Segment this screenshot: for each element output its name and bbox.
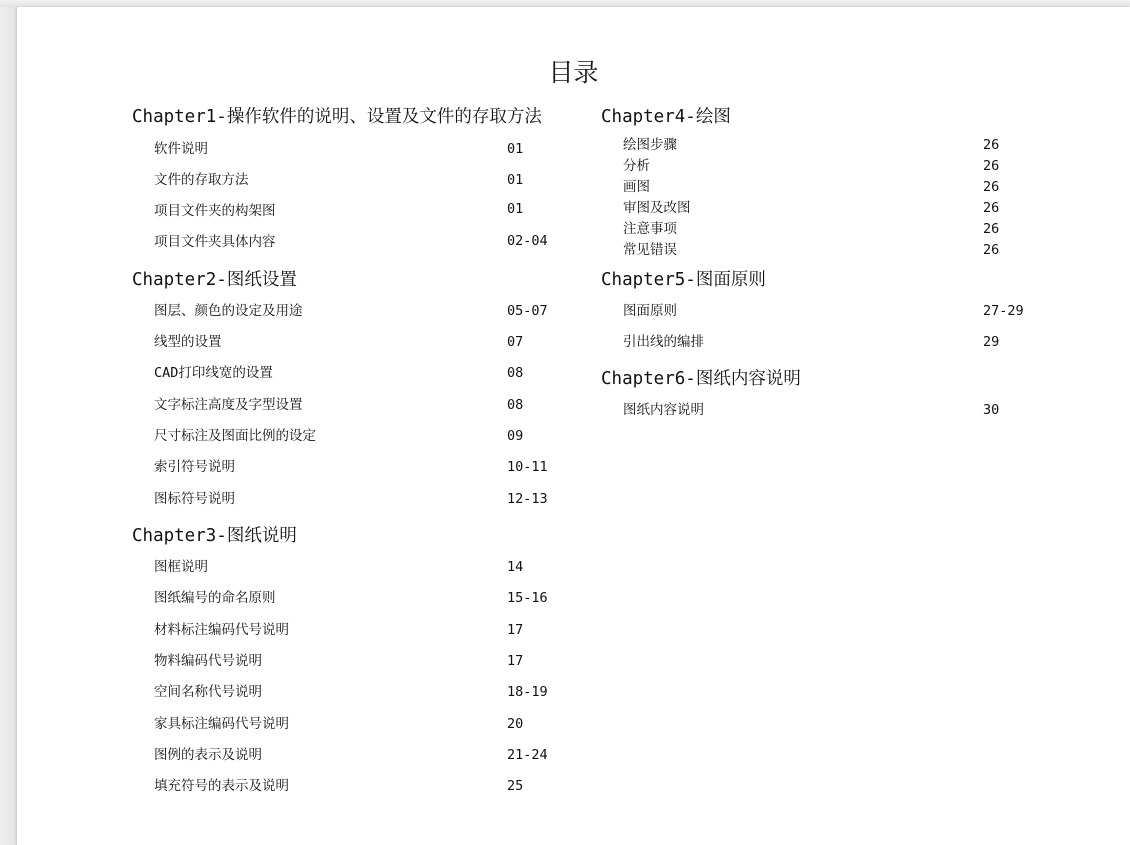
toc-entry-label[interactable]: 软件说明 [154,141,208,157]
toc-entry-label[interactable]: 项目文件夹的构架图 [154,203,276,219]
chapter-heading-4[interactable]: Chapter4-绘图 [601,107,731,127]
toc-entry-label[interactable]: 画图 [623,179,650,195]
toc-entry-page: 08 [507,365,524,381]
toc-entry-page: 05-07 [507,303,548,319]
toc-entry-label[interactable]: 材料标注编码代号说明 [154,622,289,638]
document-page [17,7,1130,845]
toc-entry-label[interactable]: 图层、颜色的设定及用途 [154,303,303,319]
viewer-left-edge [0,7,17,845]
toc-entry-page: 12-13 [507,491,548,507]
chapter-heading-3[interactable]: Chapter3-图纸说明 [132,526,297,546]
toc-entry-label[interactable]: 图例的表示及说明 [154,747,262,763]
toc-entry-label[interactable]: 图纸编号的命名原则 [154,590,276,606]
toc-entry-label[interactable]: 物料编码代号说明 [154,653,262,669]
toc-entry-page: 17 [507,622,524,638]
toc-entry-page: 01 [507,172,524,188]
toc-entry-label[interactable]: 空间名称代号说明 [154,684,262,700]
chapter-heading-5[interactable]: Chapter5-图面原则 [601,270,766,290]
toc-entry-page: 26 [983,242,1000,258]
toc-entry-label[interactable]: 图面原则 [623,303,677,319]
toc-entry-page: 25 [507,778,524,794]
toc-entry-page: 26 [983,179,1000,195]
toc-entry-page: 15-16 [507,590,548,606]
toc-entry-label[interactable]: 分析 [623,158,650,174]
chapter-heading-1[interactable]: Chapter1-操作软件的说明、设置及文件的存取方法 [132,107,542,127]
toc-entry-label[interactable]: 文件的存取方法 [154,172,249,188]
toc-entry-page: 26 [983,158,1000,174]
toc-entry-page: 26 [983,200,1000,216]
toc-entry-label[interactable]: 索引符号说明 [154,459,235,475]
toc-entry-page: 17 [507,653,524,669]
toc-entry-page: 30 [983,402,1000,418]
toc-entry-label[interactable]: 文字标注高度及字型设置 [154,397,303,413]
toc-entry-page: 08 [507,397,524,413]
chapter-heading-6[interactable]: Chapter6-图纸内容说明 [601,369,801,389]
toc-entry-label[interactable]: 项目文件夹具体内容 [154,234,276,250]
toc-entry-page: 01 [507,201,524,217]
toc-entry-page: 26 [983,137,1000,153]
toc-entry-label[interactable]: 绘图步骤 [623,137,677,153]
toc-entry-page: 20 [507,716,524,732]
toc-entry-page: 10-11 [507,459,548,475]
page-title: 目录 [548,58,599,87]
toc-entry-label[interactable]: 线型的设置 [154,334,222,350]
toc-entry-label[interactable]: 图框说明 [154,559,208,575]
toc-entry-page: 14 [507,559,524,575]
toc-entry-label[interactable]: 尺寸标注及图面比例的设定 [154,428,316,444]
toc-entry-label[interactable]: CAD打印线宽的设置 [154,365,273,381]
toc-entry-label[interactable]: 图纸内容说明 [623,402,704,418]
toc-entry-label[interactable]: 引出线的编排 [623,334,704,350]
toc-entry-label[interactable]: 审图及改图 [623,200,691,216]
toc-entry-page: 18-19 [507,684,548,700]
toc-entry-page: 21-24 [507,747,548,763]
chapter-heading-2[interactable]: Chapter2-图纸设置 [132,270,297,290]
toc-entry-label[interactable]: 图标符号说明 [154,491,235,507]
toc-entry-label[interactable]: 家具标注编码代号说明 [154,716,289,732]
toc-entry-label[interactable]: 填充符号的表示及说明 [154,778,289,794]
toc-entry-page: 26 [983,221,1000,237]
toc-entry-page: 01 [507,141,524,157]
toc-entry-page: 09 [507,428,524,444]
toc-entry-page: 02-04 [507,233,548,249]
viewer-top-edge [0,0,1130,7]
toc-entry-page: 27-29 [983,303,1024,319]
toc-entry-page: 29 [983,334,1000,350]
toc-entry-page: 07 [507,334,524,350]
toc-entry-label[interactable]: 注意事项 [623,221,677,237]
toc-entry-label[interactable]: 常见错误 [623,242,677,258]
